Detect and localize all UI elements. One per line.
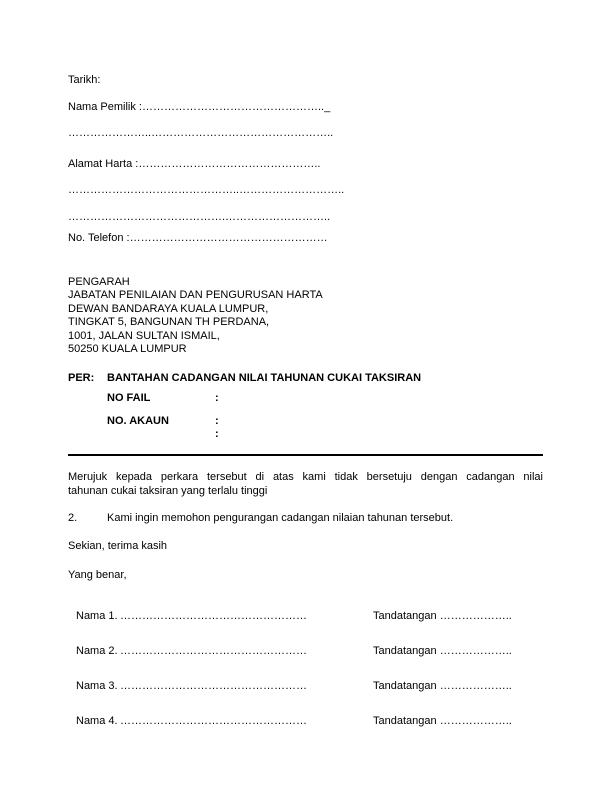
- signature-sign-label: Tandatangan: [373, 715, 437, 727]
- body-paragraph-2-number: 2.: [68, 512, 78, 524]
- property-address-field: [68, 158, 320, 170]
- signature-sign-label: Tandatangan: [373, 610, 437, 622]
- file-number-row: [107, 392, 219, 404]
- file-number-colon: :: [215, 392, 219, 404]
- owner-name-label: Nama Pemilik :: [68, 101, 142, 113]
- signature-sign-blank: ………………..: [439, 645, 512, 657]
- signature-name-blank: ……………………………………………: [120, 610, 307, 622]
- closing-line: Sekian, terima kasih: [68, 540, 168, 552]
- signature-row-1: [76, 610, 556, 622]
- signature-name-blank: ……………………………………………: [120, 645, 307, 657]
- signature-name-label: Nama 3.: [76, 680, 118, 692]
- signature-sign-blank: ………………..: [439, 610, 512, 622]
- subject-per-label: PER:: [68, 372, 95, 384]
- file-number-label: NO FAIL: [107, 392, 151, 404]
- signature-name-blank: ……………………………………………: [120, 680, 307, 692]
- account-number-label: NO. AKAUN: [107, 415, 169, 427]
- phone-blank: ………………………………………………: [129, 232, 328, 244]
- property-address-blank-cont1: ………………………………………..………………………..: [68, 184, 345, 196]
- property-address-blank-cont2: …………………………………….………………………..: [68, 211, 331, 223]
- signature-name-label: Nama 2.: [76, 645, 118, 657]
- signature-name-label: Nama 4.: [76, 715, 118, 727]
- signature-sign-label: Tandatangan: [373, 645, 437, 657]
- date-label: Tarikh:: [68, 74, 101, 86]
- phone-label: No. Telefon :: [68, 232, 130, 244]
- property-address-label: Alamat Harta :: [68, 158, 139, 170]
- recipient-line: 50250 KUALA LUMPUR: [68, 343, 187, 356]
- body-paragraph-1-line2: tahunan cukai taksiran yang terlalu tinggi: [68, 485, 268, 497]
- signature-sign-blank: ………………..: [439, 680, 512, 692]
- signature-sign-group: [373, 715, 512, 727]
- signature-sign-group: [373, 680, 512, 692]
- extra-colon: :: [215, 428, 219, 440]
- subject-line: [68, 372, 421, 384]
- owner-name-field: [68, 101, 330, 113]
- owner-name-blank: ………………………………………….._: [141, 101, 331, 113]
- recipient-line: DEWAN BANDARAYA KUALA LUMPUR,: [68, 302, 269, 315]
- signature-sign-blank: ………………..: [439, 715, 512, 727]
- body-paragraph-1-line1: Merujuk kepada perkara tersebut di atas kami tidak bersetuju dengan cadangan nilai: [68, 471, 543, 483]
- signature-row-3: [76, 680, 556, 692]
- signature-sign-label: Tandatangan: [373, 680, 437, 692]
- signoff-line: Yang benar,: [68, 569, 127, 581]
- signature-name-blank: ……………………………………………: [120, 715, 307, 727]
- recipient-line: JABATAN PENILAIAN DAN PENGURUSAN HARTA: [68, 289, 323, 302]
- phone-field: [68, 232, 328, 244]
- recipient-address: [68, 276, 323, 356]
- account-number-row: [107, 415, 219, 427]
- property-address-blank: …………………………………………..: [138, 158, 321, 170]
- signature-sign-group: [373, 645, 512, 657]
- recipient-line: TINGKAT 5, BANGUNAN TH PERDANA,: [68, 316, 270, 329]
- signature-row-2: [76, 645, 556, 657]
- subject-title: BANTAHAN CADANGAN NILAI TAHUNAN CUKAI TAKSIRAN: [107, 372, 422, 384]
- signature-sign-group: [373, 610, 512, 622]
- signature-name-label: Nama 1.: [76, 610, 118, 622]
- owner-name-blank-cont: …………………..…………………………………………..: [68, 127, 334, 139]
- horizontal-divider: [68, 454, 543, 456]
- body-paragraph-2-text: Kami ingin memohon pengurangan cadangan nilaian tahunan tersebut.: [107, 512, 454, 524]
- signature-row-4: [76, 715, 556, 727]
- body-paragraph-1: [68, 470, 543, 498]
- account-number-colon: :: [215, 415, 219, 427]
- recipient-line: 1001, JALAN SULTAN ISMAIL,: [68, 329, 220, 342]
- body-paragraph-2: [68, 512, 453, 524]
- recipient-line: PENGARAH: [68, 276, 130, 288]
